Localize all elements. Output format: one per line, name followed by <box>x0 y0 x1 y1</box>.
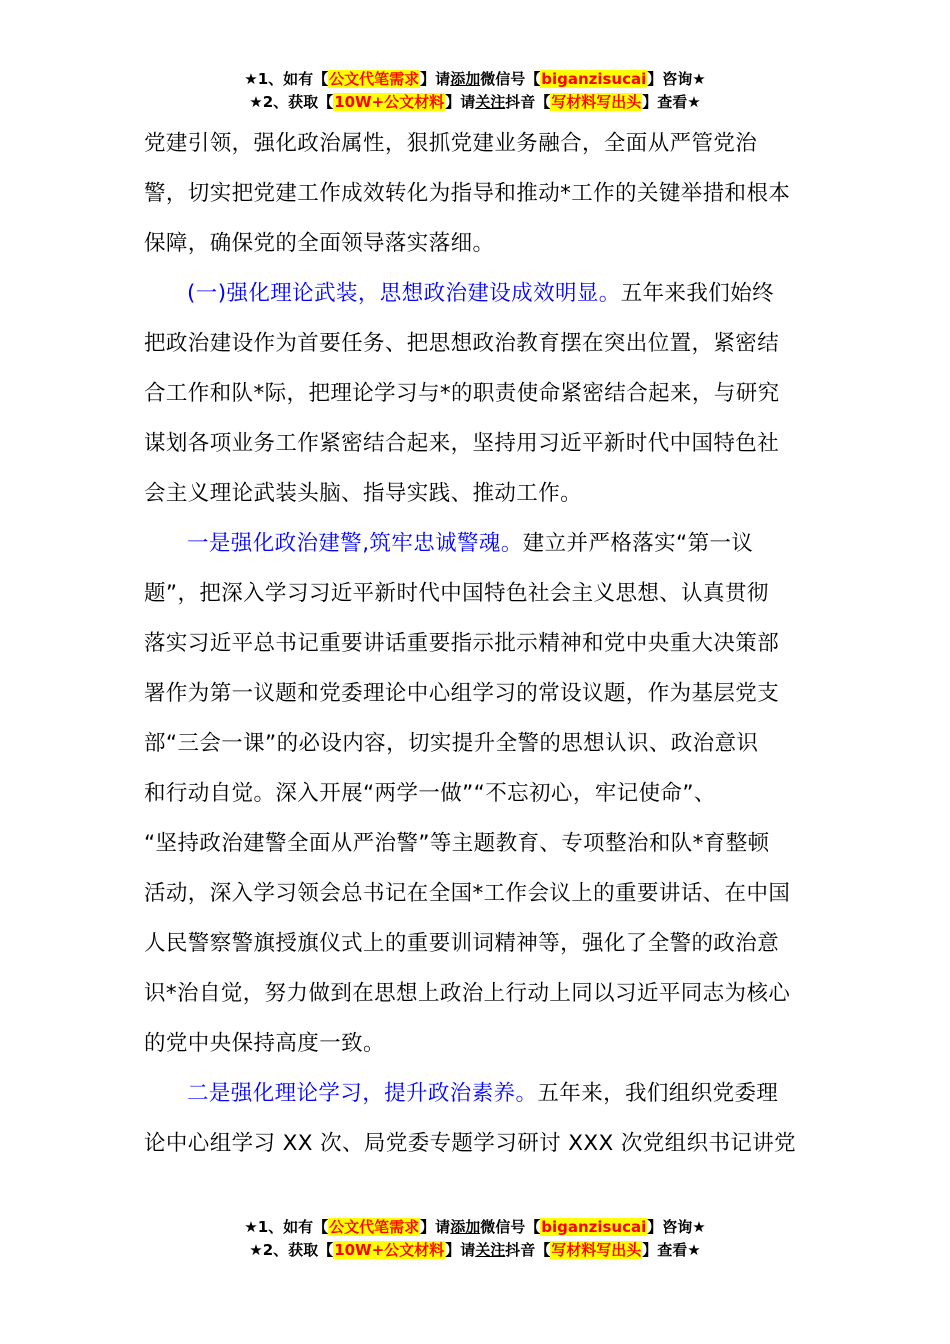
text-line: 的党中央保持高度一致。 <box>144 1031 385 1056</box>
text-line: 人民警察警旗授旗仪式上的重要训词精神等，强化了全警的政治意 <box>144 931 780 956</box>
text-line: 识*治自觉，努力做到在思想上政治上行动上同以习近平同志为核心 <box>144 981 791 1006</box>
promo-line-1 <box>0 1216 950 1239</box>
promo-text: 】咨询★ <box>647 70 706 88</box>
promo-highlight: biganzisucai <box>541 1218 647 1236</box>
text-line: 和行动自觉。深入开展“两学一做”“不忘初心，牢记使命”、 <box>144 781 716 806</box>
promo-line-2 <box>0 91 950 114</box>
text-line: 部“三会一课”的必设内容，切实提升全警的思想认识、政治意识 <box>144 731 759 756</box>
text-run: 建立并严格落实“第一议 <box>522 531 754 556</box>
promo-line-1 <box>0 68 950 91</box>
text-line <box>144 269 806 319</box>
promo-text: 】请 <box>445 93 476 111</box>
promo-underline: 关注 <box>475 93 506 111</box>
text-line: 题”，把深入学习习近平新时代中国特色社会主义思想、认真贯彻 <box>144 581 769 606</box>
text-line: 党建引领，强化政治属性，狠抓党建业务融合，全面从严管党治 <box>144 131 758 156</box>
promo-text: 抖音【 <box>505 1241 551 1259</box>
promo-text: 】查看★ <box>642 1241 701 1259</box>
text-line: 把政治建设作为首要任务、把思想政治教育摆在突出位置，紧密结 <box>144 331 780 356</box>
text-line: 保障，确保党的全面领导落实落细。 <box>144 231 495 256</box>
text-line: 会主义理论武装头脑、指导实践、推动工作。 <box>144 481 583 506</box>
promo-highlight: 公文代笔需求 <box>329 70 420 88</box>
promo-highlight: 公文代笔需求 <box>329 1218 420 1236</box>
promo-text: 】请 <box>445 1241 476 1259</box>
promo-highlight: biganzisucai <box>541 70 647 88</box>
promo-banner-bottom <box>0 1216 950 1262</box>
promo-underline: 关注 <box>475 1241 506 1259</box>
promo-line-2 <box>0 1239 950 1262</box>
section-heading: 一是强化政治建警,筑牢忠诚警魂。 <box>187 531 523 556</box>
promo-text: ★2、获取【 <box>249 93 334 111</box>
section-heading: 二是强化理论学习，提升政治素养。 <box>187 1081 538 1106</box>
promo-text: 微信号【 <box>480 1218 541 1236</box>
promo-banner-top <box>0 68 950 114</box>
text-line: 署作为第一议题和党委理论中心组学习的常设议题，作为基层党支 <box>144 681 780 706</box>
text-run: 五年来，我们组织党委理 <box>537 1081 779 1106</box>
text-line <box>144 519 806 569</box>
text-run: 五年来我们始终 <box>620 281 774 306</box>
text-line: 落实习近平总书记重要讲话重要指示批示精神和党中央重大决策部 <box>144 631 780 656</box>
promo-text: 】查看★ <box>642 93 701 111</box>
promo-text: 】请 <box>420 70 451 88</box>
paragraph-1 <box>144 119 806 269</box>
paragraph-2 <box>144 269 806 519</box>
text-line: 活动，深入学习领会总书记在全国*工作会议上的重要讲话、在中国 <box>144 881 791 906</box>
section-heading: (一)强化理论武装，思想政治建设成效明显。 <box>187 281 621 306</box>
promo-highlight: 写材料写出头 <box>551 1241 642 1259</box>
promo-highlight: 10W+公文材料 <box>334 1241 445 1259</box>
text-line: “坚持政治建警全面从严治警”等主题教育、专项整治和队*育整顿 <box>144 831 770 856</box>
promo-text: 】请 <box>420 1218 451 1236</box>
text-line: 论中心组学习 XX 次、局党委专题学习研讨 XXX 次党组织书记讲党 <box>144 1131 797 1156</box>
paragraph-3 <box>144 519 806 1069</box>
promo-highlight: 写材料写出头 <box>551 93 642 111</box>
promo-text: ★1、如有【 <box>244 1218 329 1236</box>
promo-text: 】咨询★ <box>647 1218 706 1236</box>
paragraph-4 <box>144 1069 806 1169</box>
promo-underline: 添加 <box>450 1218 481 1236</box>
text-line: 谋划各项业务工作紧密结合起来，坚持用习近平新时代中国特色社 <box>144 431 780 456</box>
promo-text: 抖音【 <box>505 93 551 111</box>
text-line <box>144 1069 806 1119</box>
promo-underline: 添加 <box>450 70 481 88</box>
promo-text: 微信号【 <box>480 70 541 88</box>
text-line: 警，切实把党建工作成效转化为指导和推动*工作的关键举措和根本 <box>144 181 791 206</box>
text-line: 合工作和队*际，把理论学习与*的职责使命紧密结合起来，与研究 <box>144 381 780 406</box>
promo-text: ★1、如有【 <box>244 70 329 88</box>
promo-text: ★2、获取【 <box>249 1241 334 1259</box>
document-body <box>144 119 806 1169</box>
promo-highlight: 10W+公文材料 <box>334 93 445 111</box>
